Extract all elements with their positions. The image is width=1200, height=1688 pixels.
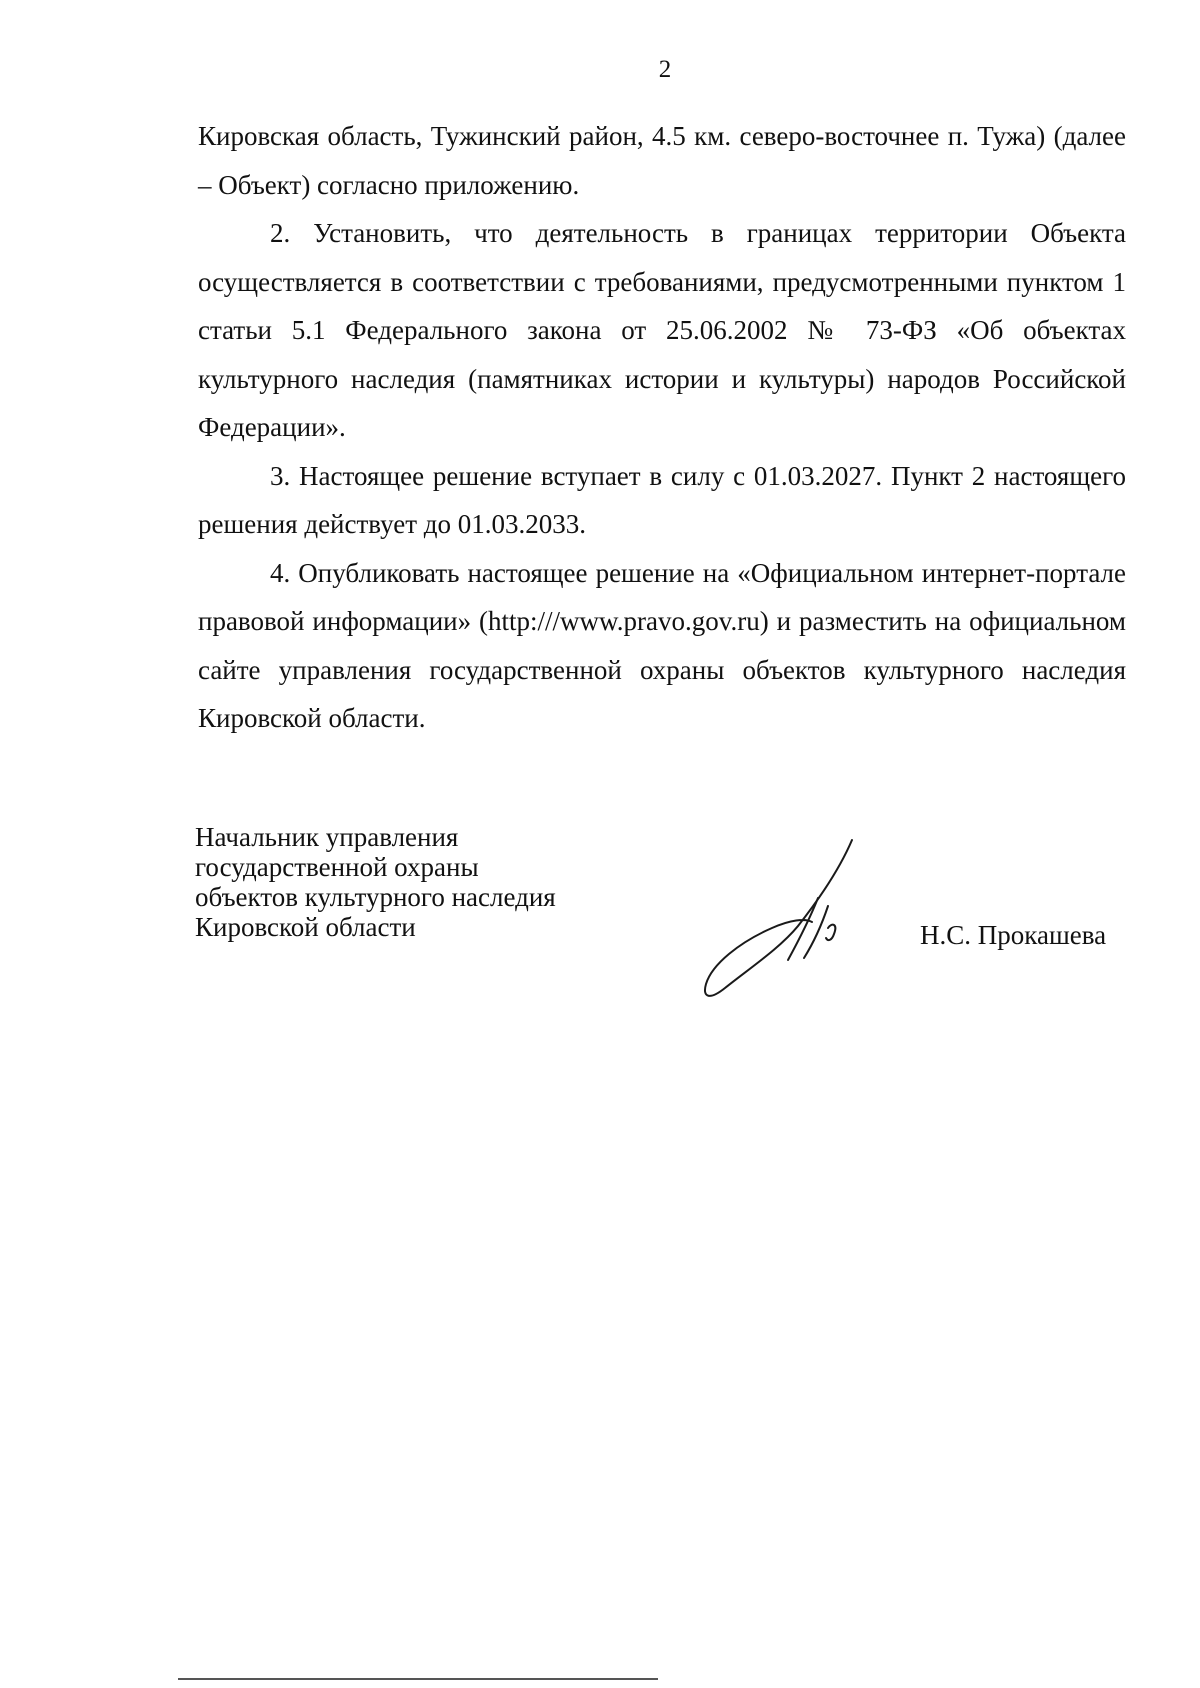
- signer-title-line: Начальник управления: [195, 822, 459, 852]
- paragraph-continuation: Кировская область, Тужинский район, 4.5 км. северо-восточнее п. Тужа) (далее – Объект) согласно приложению.: [198, 121, 1126, 200]
- handwritten-signature: [700, 838, 860, 1008]
- signer-name: Н.С. Прокашева: [920, 920, 1107, 950]
- footer-divider: [178, 1678, 658, 1680]
- signer-title-line: объектов культурного наследия: [195, 882, 556, 912]
- paragraph-item-4: 4. Опубликовать настоящее решение на «Официальном интернет-портале правовой информации» (http:///www.pravo.gov.ru) и разместить на официальном сайте управления государственной охраны объектов культурного наследия Кировской области.: [198, 557, 1126, 733]
- paragraph-item-3: 3. Настоящее решение вступает в силу с 01.03.2027. Пункт 2 настоящего решения действует до 01.03.2033.: [198, 460, 1126, 539]
- paragraph-item-2: 2. Установить, что деятельность в границах территории Объекта осуществляется в соответствии с требованиями, предусмотренными пунктом 1 статьи 5.1 Федерального закона от 25.06.2002 № 73-ФЗ «Об объектах культурного наследия (памятниках истории и культуры) народов Российской Федерации».: [198, 218, 1126, 442]
- signer-title-line: государственной охраны: [195, 852, 479, 882]
- signer-title-block: [195, 822, 655, 942]
- document-body: [198, 112, 1126, 743]
- page-number: 2: [658, 56, 672, 83]
- signer-title-line: Кировской области: [195, 912, 416, 942]
